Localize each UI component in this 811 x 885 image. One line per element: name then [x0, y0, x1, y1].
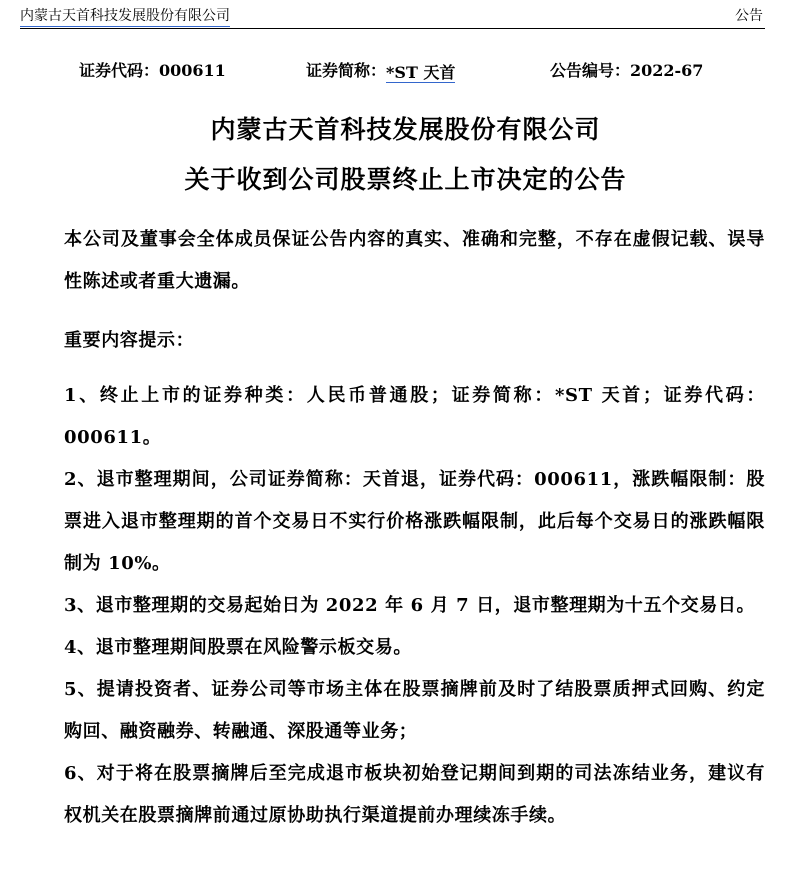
list-item: 3、退市整理期的交易起始日为 2022 年 6 月 7 日，退市整理期为十五个交易日。 [64, 595, 756, 616]
stock-abbreviation [306, 57, 455, 85]
stock-code: 证券代码：000611 [79, 61, 226, 80]
list-item: 4、退市整理期间股票在风险警示板交易。 [64, 637, 412, 658]
header-doc-type: 公告 [735, 8, 763, 24]
list-item: 6、对于将在股票摘牌后至完成退市板块初始登记期间到期的司法冻结业务，建议有权机关在股票摘牌前通过原协助执行渠道提前办理续冻手续。 [64, 763, 765, 826]
list-item: 2、退市整理期间，公司证券简称：天首退，证券代码：000611，涨跌幅限制：股票进入退市整理期的首个交易日不实行价格涨跌幅限制，此后每个交易日的涨跌幅限制为 10%。 [64, 469, 765, 574]
list-item: 5、提请投资者、证券公司等市场主体在股票摘牌前及时了结股票质押式回购、约定购回、融资融券、转融通、深股通等业务； [64, 679, 765, 742]
stock-abbreviation-value: *ST 天首 [386, 63, 456, 82]
announcement-meta [0, 57, 811, 85]
highlights-heading [20, 320, 765, 362]
statement-text: 本公司及董事会全体成员保证公告内容的真实、准确和完整，不存在虚假记载、误导性陈述或者重大遗漏。 [64, 229, 765, 292]
statement-paragraph [20, 219, 765, 303]
list-item: 1、终止上市的证券种类：人民币普通股；证券简称：*ST 天首；证券代码：000611。 [64, 385, 765, 448]
announcement-number: 公告编号：2022-67 [550, 61, 704, 80]
highlights-list [20, 375, 765, 837]
stock-abbreviation-label: 证券简称： [306, 61, 387, 80]
document-title-company: 内蒙古天首科技发展股份有限公司 [210, 115, 601, 144]
header-company-name: 内蒙古天首科技发展股份有限公司 [20, 6, 230, 27]
page-header [20, 6, 765, 29]
highlights-heading-text: 重要内容提示： [64, 330, 195, 351]
document-title-subject: 关于收到公司股票终止上市决定的公告 [184, 165, 627, 194]
